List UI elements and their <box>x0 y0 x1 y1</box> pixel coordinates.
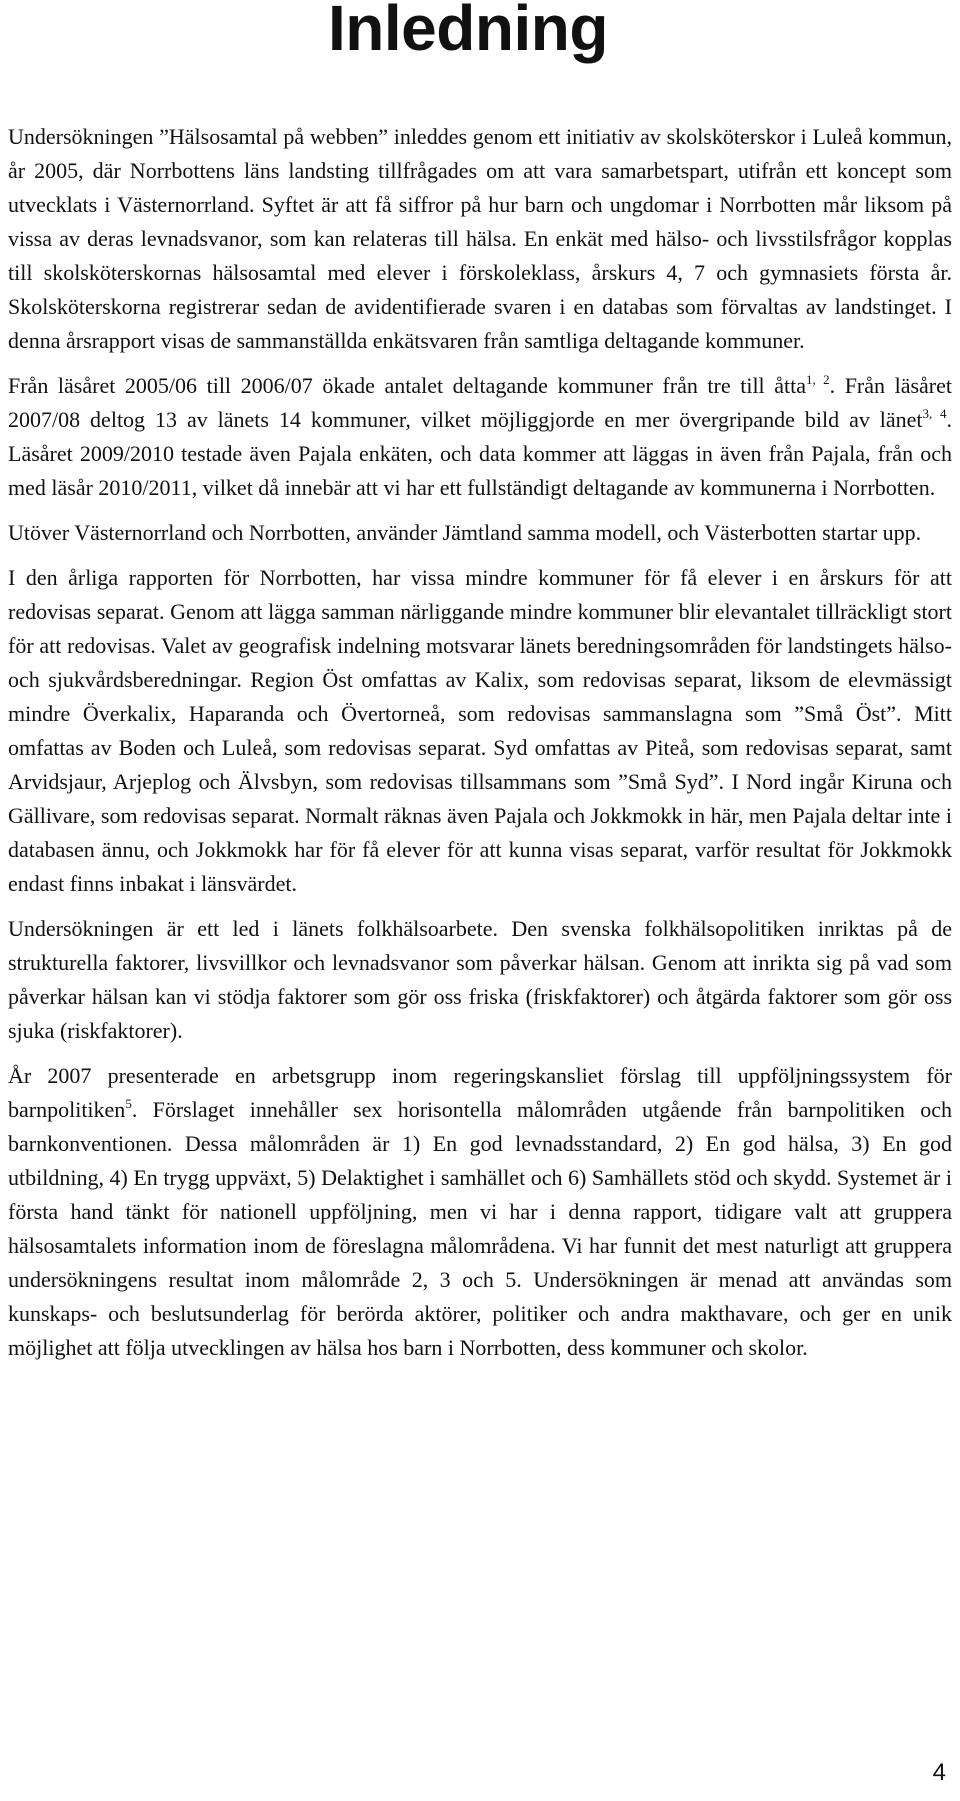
paragraph <box>8 1059 952 1365</box>
paragraph-text: Undersökningen är ett led i länets folkhälsoarbete. Den svenska folkhälsopolitiken inriktas på de strukturella faktorer, livsvillkor och levnadsvanor som påverkar hälsan. Genom att inrikta sig på vad som påverkar hälsan kan vi stödja faktorer som gör oss friska (friskfaktorer) och åtgärda faktorer som gör oss sjuka (riskfaktorer). <box>8 916 952 1043</box>
paragraph-text: Undersökningen ”Hälsosamtal på webben” inleddes genom ett initiativ av skolsköterskor i Luleå kommun, år 2005, där Norrbottens läns landsting tillfrågades om att vara samarbetspart, utifrån ett koncept som utvecklats i Västernorrland. Syftet är att få siffror på hur barn och ungdomar i Norrbotten mår liksom på vissa av deras levnadsvanor, som kan relateras till hälsa. En enkät med hälso- och livsstilsfrågor kopplas till skolsköterskornas hälsosamtal med elever i förskoleklass, årskurs 4, 7 och gymnasiets första år. Skolsköterskorna registrerar sedan de avidentifierade svaren i en databas som förvaltas av landstinget. I denna årsrapport visas de sammanställda enkätsvaren från samtliga deltagande kommuner. <box>8 124 952 353</box>
paragraph <box>8 516 952 550</box>
paragraph-text: . Förslaget innehåller sex horisontella målområden utgående från barnpolitiken och barnkonventionen. Dessa målområden är 1) En god levnadsstandard, 2) En god hälsa, 3) En god utbildning, 4) En trygg uppväxt, 5) Delaktighet i samhället och 6) Samhällets stöd och skydd. Systemet är i första hand tänkt för nationell uppföljning, men vi har i denna rapport, tidigare valt att gruppera hälsosamtalets information inom de föreslagna målområdena. Vi har funnit det mest naturligt att gruppera undersökningens resultat inom målområde 2, 3 och 5. Undersökningen är menad att användas som kunskaps- och beslutsunderlag för berörda aktörer, politiker och andra makthavare, och ger en unik möjlighet att följa utvecklingen av hälsa hos barn i Norrbotten, dess kommuner och skolor. <box>8 1097 952 1360</box>
paragraph <box>8 120 952 358</box>
paragraph-text: Från läsåret 2005/06 till 2006/07 ökade antalet deltagande kommuner från tre till åtta <box>8 373 807 398</box>
paragraph-text: I den årliga rapporten för Norrbotten, har vissa mindre kommuner för få elever i en årskurs för att redovisas separat. Genom att lägga samman närliggande mindre kommuner blir elevantalet tillräckligt stort för att redovisas. Valet av geografisk indelning motsvarar länets beredningsområden för landstingets hälso- och sjukvårdsberedningar. Region Öst omfattas av Kalix, som redovisas separat, liksom de elevmässigt mindre Överkalix, Haparanda och Övertorneå, som redovisas sammanslagna som ”Små Öst”. Mitt omfattas av Boden och Luleå, som redovisas separat. Syd omfattas av Piteå, som redovisas separat, samt Arvidsjaur, Arjeplog och Älvsbyn, som redovisas tillsammans som ”Små Syd”. I Nord ingår Kiruna och Gällivare, som redovisas separat. Normalt räknas även Pajala och Jokkmokk in här, men Pajala deltar inte i databasen ännu, och Jokkmokk har för få elever för att kunna visas separat, varför resultat för Jokkmokk endast finns inbakat i länsvärdet. <box>8 565 952 896</box>
page-number: 4 <box>932 1759 946 1786</box>
document-body <box>8 120 952 1376</box>
page-title: Inledning <box>328 0 608 64</box>
footnote-reference: 5 <box>125 1096 132 1111</box>
paragraph-text: År 2007 presenterade en arbetsgrupp inom regeringskansliet förslag till uppföljningssystem för barnpolitiken <box>8 1063 952 1122</box>
paragraph-text: . Från läsåret 2007/08 deltog 13 av länets 14 kommuner, vilket möjliggjorde en mer övergripande bild av länet <box>8 373 953 432</box>
paragraph-text: Utöver Västernorrland och Norrbotten, använder Jämtland samma modell, och Västerbotten startar upp. <box>8 520 922 545</box>
paragraph <box>8 561 952 901</box>
footnote-reference: 1, 2 <box>806 372 830 387</box>
paragraph <box>8 369 952 505</box>
paragraph <box>8 912 952 1048</box>
paragraph-text: . Läsåret 2009/2010 testade även Pajala enkäten, och data kommer att läggas in även från Pajala, från och med läsår 2010/2011, vilket då innebär att vi har ett fullständigt deltagande av kommunerna i Norrbotten. <box>8 407 952 500</box>
footnote-reference: 3, 4 <box>922 406 947 421</box>
